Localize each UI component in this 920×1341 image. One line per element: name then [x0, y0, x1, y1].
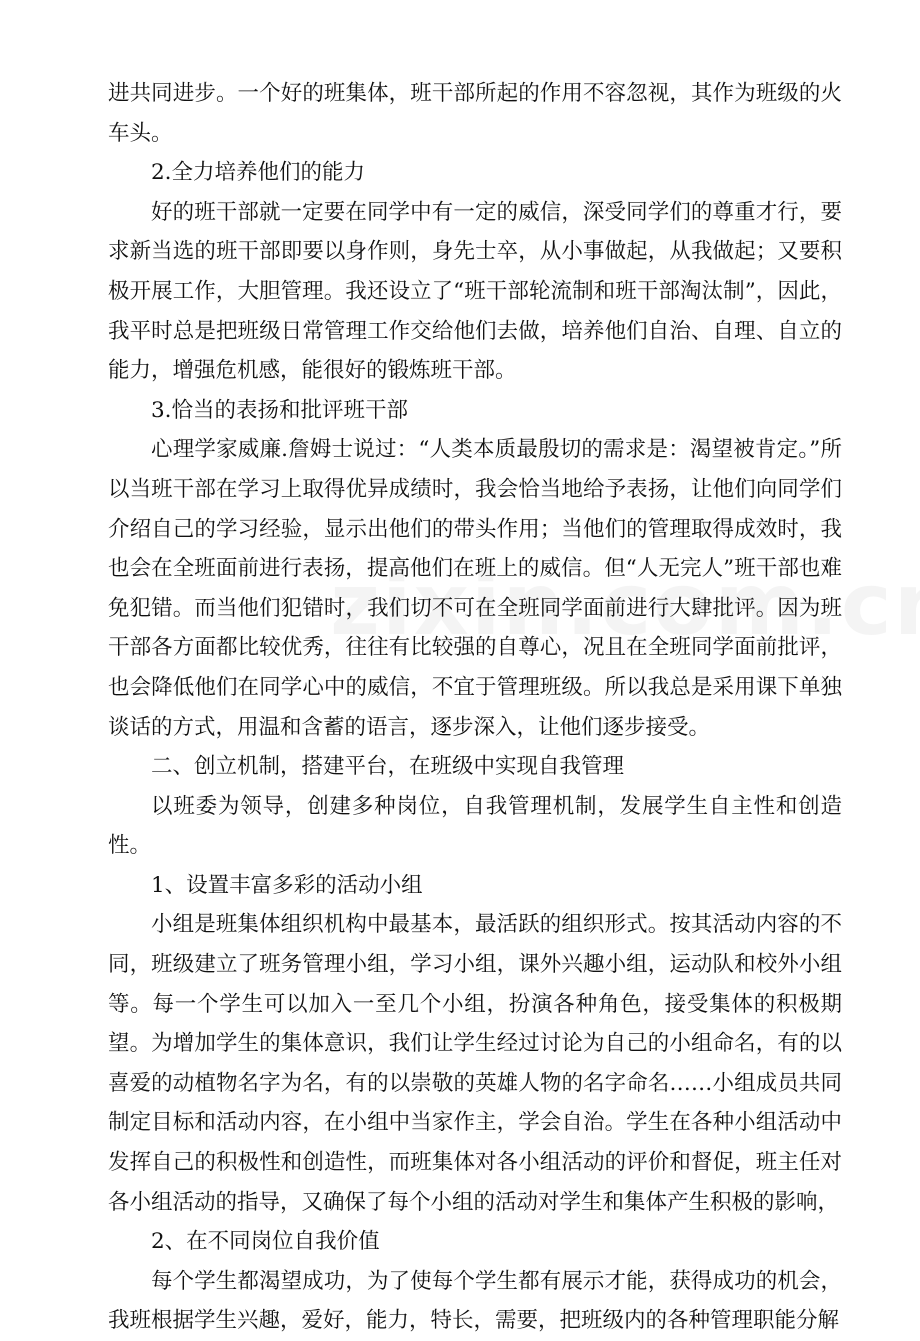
subheading-activity-groups: 1、设置丰富多彩的活动小组: [151, 872, 423, 898]
subheading-cultivate-ability: 2.全力培养他们的能力: [151, 160, 366, 186]
paragraph-positions: 每个学生都渴望成功，为了使每个学生都有展示才能，获得成功的机会，我班根据学生兴趣，爱好，能力，特长，需要，把班级内的各种管理职能分解: [108, 1268, 842, 1334]
subheading-positions: 2、在不同岗位自我价值: [151, 1229, 380, 1255]
paragraph-activity-groups: 小组是班集体组织机构中最基本，最活跃的组织形式。按其活动内容的不同，班级建立了班务管理小组，学习小组，课外兴趣小组，运动队和校外小组等。每一个学生可以加入一至几个小组，扮演各种角色，接受集体的积极期望。为增加学生的集体意识，我们让学生经过讨论为自己的小组命名，有的以喜爱的动植物名字为名，有的以崇敬的英雄人物的名字命名……小组成员共同制定目标和活动内容，在小组中当家作主，学会自治。学生在各种小组活动中发挥自己的积极性和创造性，而班集体对各小组活动的评价和督促，班主任对各小组活动的指导，又确保了每个小组的活动对学生和集体产生积极的影响，: [108, 912, 842, 1215]
section-heading-mechanism: 二、创立机制，搭建平台，在班级中实现自我管理: [151, 754, 625, 780]
paragraph-cultivate-ability: 好的班干部就一定要在同学中有一定的威信，深受同学们的尊重才行，要求新当选的班干部即要以身作则，身先士卒，从小事做起，从我做起；又要积极开展工作，大胆管理。我还设立了“班干部轮流制和班干部淘汰制”，因此，我平时总是把班级日常管理工作交给他们去做，培养他们自治、自理、自立的能力，增强危机感，能很好的锻炼班干部。: [108, 199, 842, 384]
paragraph-continuation: 进共同进步。一个好的班集体，班干部所起的作用不容忽视，其作为班级的火车头。: [108, 81, 842, 146]
subheading-praise-criticism: 3.恰当的表扬和批评班干部: [151, 397, 409, 423]
document-body: [108, 74, 842, 1341]
paragraph-praise-criticism: 心理学家威廉.詹姆士说过：“人类本质最殷切的需求是：渴望被肯定。”所以当班干部在学习上取得优异成绩时，我会恰当地给予表扬，让他们向同学们介绍自己的学习经验，显示出他们的带头作用；当他们的管理取得成效时，我也会在全班面前进行表扬，提高他们在班上的威信。但“人无完人”班干部也难免犯错。而当他们犯错时，我们切不可在全班同学面前进行大肆批评。因为班干部各方面都比较优秀，往往有比较强的自尊心，况且在全班同学面前批评，也会降低他们在同学心中的威信，不宜于管理班级。所以我总是采用课下单独谈话的方式，用温和含蓄的语言，逐步深入，让他们逐步接受。: [108, 437, 842, 740]
paragraph-mechanism-intro: 以班委为领导，创建多种岗位，自我管理机制，发展学生自主性和创造性。: [108, 793, 842, 859]
